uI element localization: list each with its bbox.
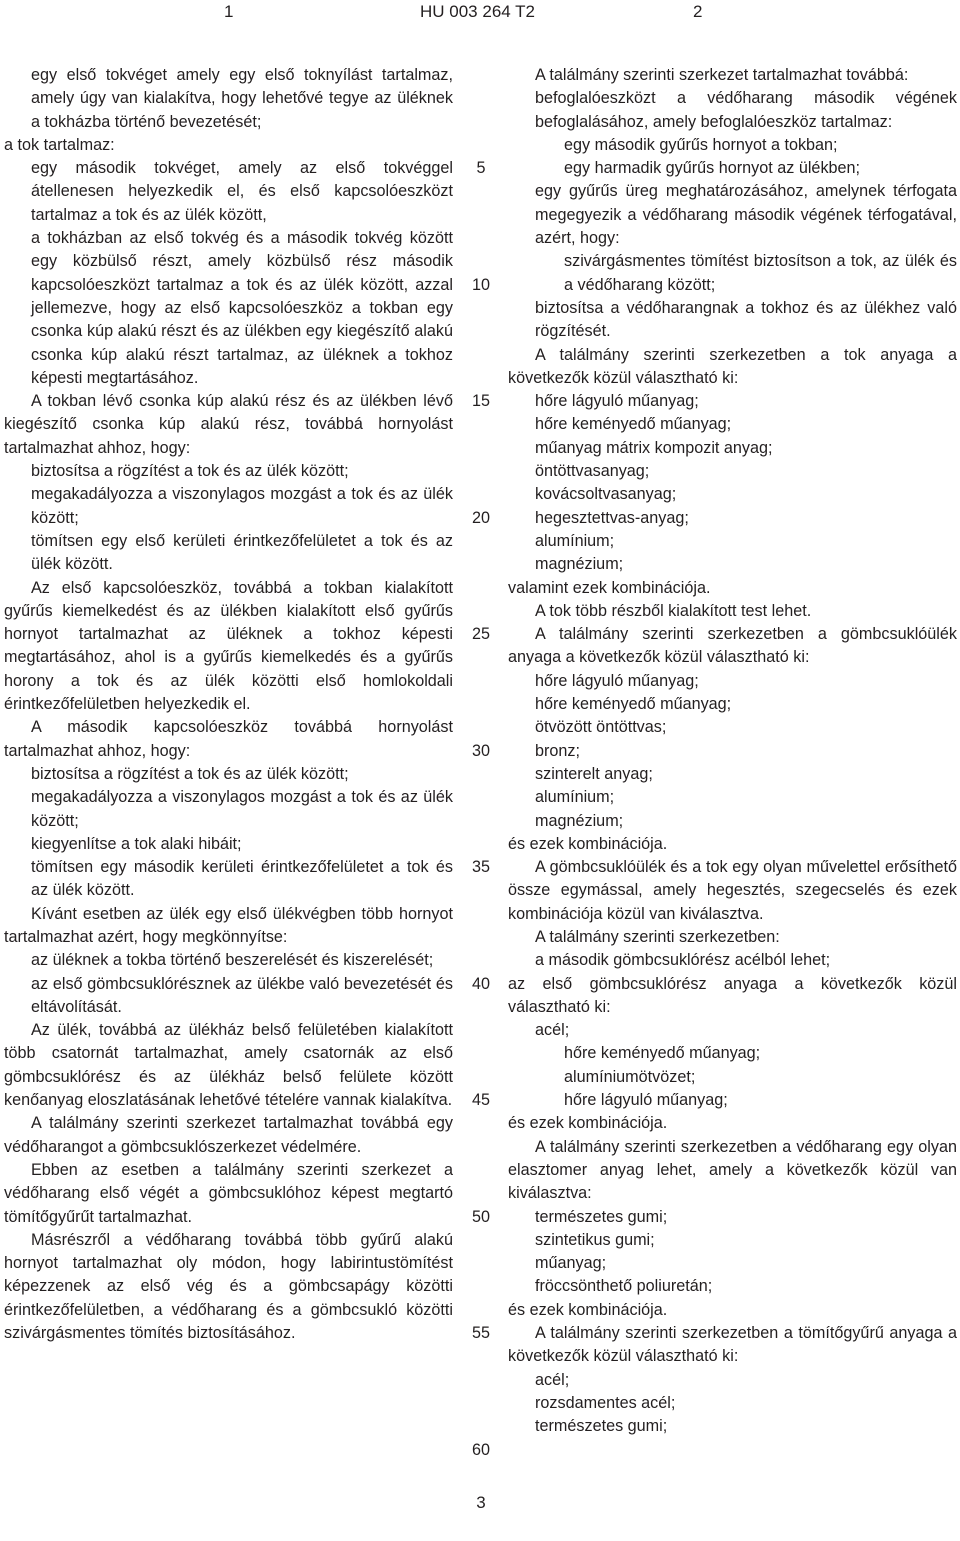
paragraph: megakadályozza a viszonylagos mozgást a tok és az ülék között; (31, 788, 453, 830)
paragraph: A tok több részből kialakított test lehet. (535, 601, 812, 620)
paragraph: Az ülék, továbbá az ülékház belső felületében kialakított több csatornát tartalmazhat, amely csatornák az első gömbcsuklórész és az ülékház belső felülete között kenőanyag eloszlatásának lehetővé tételére vannak kialakítva. (4, 1021, 453, 1110)
right-text-column (508, 64, 957, 1439)
line-number: 25 (471, 625, 490, 644)
paragraph: ötvözött öntöttvas; (535, 718, 667, 737)
paragraph: hőre keményedő műanyag; (535, 415, 732, 434)
paragraph: rozsdamentes acél; (535, 1393, 676, 1412)
paragraph: szivárgásmentes tömítést biztosítson a tok, az ülék és a védőharang között; (564, 252, 957, 294)
paragraph: öntöttvasanyag; (535, 462, 650, 481)
paragraph: és ezek kombinációja. (508, 1300, 668, 1319)
paragraph: műanyag; (535, 1254, 607, 1273)
paragraph: biztosítsa a védőharangnak a tokhoz és az ülékhez való rögzítését. (535, 298, 957, 341)
paragraph: egy második gyűrűs hornyot a tokban; (564, 135, 838, 154)
paragraph: az első gömbcsuklórésznek az ülékbe való bevezetését és eltávolítását. (31, 974, 453, 1016)
paragraph: egy harmadik gyűrűs hornyot az ülékben; (564, 159, 861, 178)
line-number: 50 (471, 1207, 490, 1226)
paragraph: hőre keményedő műanyag; (564, 1044, 761, 1063)
paragraph: A második kapcsolóeszköz továbbá hornyolást tartalmazhat ahhoz, hogy: (4, 718, 453, 760)
paragraph: befoglalóeszközt a védőharang második végének befoglalásához, amely befoglalóeszköz tartalmaz: (535, 89, 957, 131)
paragraph: alumínium; (535, 531, 615, 550)
paragraph: biztosítsa a rögzítést a tok és az ülék között; (31, 462, 349, 481)
line-number: 45 (471, 1091, 490, 1110)
paragraph: hőre keményedő műanyag; (535, 695, 732, 714)
paragraph: megakadályozza a viszonylagos mozgást a tok és az ülék között; (31, 485, 453, 527)
paragraph: a tokházban az első tokvég és a második tokvég között egy közbülső részt, amely közbülső rész második kapcsolóeszközt tartalmaz a tok és az ülék között, azzal jellemezve, hogy az első kapcsolóeszköz a tokban egy csonka kúp alakú részt és az ülékben egy kiegészítő alakú csonka kúp alakú részt tartalmaz, az üléknek a tokhoz képesti megtartásához. (31, 229, 453, 387)
paragraph: a második gömbcsuklórész acélból lehet; (535, 951, 831, 970)
page-number: 3 (476, 1493, 486, 1512)
paragraph: és ezek kombinációja. (508, 1114, 668, 1133)
line-number: 30 (471, 741, 490, 760)
paragraph: magnézium; (535, 555, 624, 574)
paragraph: természetes gumi; (535, 1207, 668, 1226)
paragraph: hőre lágyuló műanyag; (535, 392, 699, 411)
paragraph: A találmány szerinti szerkezet tartalmazhat továbbá: (535, 66, 909, 84)
paragraph: kiegyenlítse a tok alaki hibáit; (31, 834, 242, 853)
paragraph: tömítsen egy első kerületi érintkezőfelületet a tok és az ülék között. (31, 531, 453, 574)
line-number: 5 (476, 159, 486, 178)
paragraph: biztosítsa a rögzítést a tok és az ülék között; (31, 764, 349, 783)
paragraph: acél; (535, 1370, 570, 1389)
paragraph: egy első tokvéget amely egy első toknyílást tartalmaz, amely úgy van kialakítva, hogy lehetővé tegye az üléknek a tokházba történő bevezetését; (31, 66, 453, 131)
paragraph: A találmány szerinti szerkezetben a tömítőgyűrű anyaga a következők közül választható ki: (508, 1324, 957, 1366)
paragraph: hőre lágyuló műanyag; (535, 671, 699, 690)
left-text-column (4, 64, 453, 1345)
paragraph: A tokban lévő csonka kúp alakú rész és az ülékben lévő kiegészítő csonka kúp alakú rész, továbbá hornyolást tartalmazhat ahhoz, hogy: (4, 392, 453, 457)
line-number: 20 (471, 508, 490, 527)
paragraph: természetes gumi; (535, 1417, 668, 1436)
paragraph: hegesztettvas-anyag; (535, 508, 689, 527)
line-number: 15 (471, 392, 490, 411)
line-number: 40 (471, 974, 490, 993)
paragraph: Ebben az esetben a találmány szerinti szerkezet a védőharang első végét a gömbcsuklóhoz képest megtartó tömítőgyűrűt tartalmazhat. (4, 1160, 453, 1226)
line-number: 60 (471, 1440, 490, 1459)
paragraph: A találmány szerinti szerkezetben: (535, 927, 780, 946)
paragraph: acél; (535, 1021, 570, 1040)
paragraph: szintetikus gumi; (535, 1230, 655, 1249)
paragraph: Az első kapcsolóeszköz, továbbá a tokban kialakított gyűrűs kiemelkedést és az ülékben kialakított első gyűrűs hornyot tartalmazhat az üléknek a tokhoz képesti megtartásához, ahol is a gyűrűs kiemelkedés és a gyűrűs horony a tok és az ülék közötti első homlokoldali érintkezőfelületben helyezkedik el. (4, 578, 453, 714)
paragraph: egy gyűrűs üreg meghatározásához, amelynek térfogata megegyezik a védőharang második végének térfogatával, azért, hogy: (535, 182, 957, 248)
paragraph: A találmány szerinti szerkezet tartalmazhat továbbá egy védőharangot a gömbcsuklószerkezet védelmére. (4, 1114, 453, 1156)
paragraph: Másrészről a védőharang továbbá több gyűrű alakú hornyot tartalmazhat oly módon, hogy labirintustömítést képezzenek az első vég és a gömbcsapágy közötti érintkezőfelületben, a védőharang és a gömbcsukló közötti szivárgásmentes tömítés biztosításához. (4, 1230, 453, 1343)
paragraph: műanyag mátrix kompozit anyag; (535, 438, 773, 457)
paragraph: az üléknek a tokba történő beszerelését és kiszerelését; (31, 951, 434, 970)
paragraph: szinterelt anyag; (535, 764, 653, 783)
paragraph: magnézium; (535, 811, 624, 830)
paragraph: a tok tartalmaz: (4, 135, 115, 154)
header-patent-number: HU 003 264 T2 (420, 2, 535, 21)
paragraph: alumínium; (535, 788, 615, 807)
paragraph: és ezek kombinációja. (508, 834, 668, 853)
paragraph: A gömbcsuklóülék és a tok egy olyan művelettel erősíthető össze egymással, amely hegesztés, szegecselés és ezek kombinációja közül van kiválasztva. (508, 858, 957, 923)
paragraph: A találmány szerinti szerkezetben a gömbcsuklóülék anyaga a következők közül választható ki: (508, 625, 957, 667)
paragraph: valamint ezek kombinációja. (508, 578, 711, 597)
paragraph: A találmány szerinti szerkezetben a tok anyaga a következők közül választható ki: (508, 345, 957, 387)
line-number: 35 (471, 858, 490, 877)
paragraph: hőre lágyuló műanyag; (564, 1091, 728, 1110)
paragraph: Kívánt esetben az ülék egy első ülékvégben több hornyot tartalmazhat azért, hogy megkönnyítse: (4, 904, 453, 946)
paragraph: alumíniumötvözet; (564, 1067, 696, 1086)
paragraph: bronz; (535, 741, 580, 760)
header-right-column-number: 2 (693, 2, 703, 21)
paragraph: A találmány szerinti szerkezetben a védőharang egy olyan elasztomer anyag lehet, amely a következők közül van kiválasztva: (508, 1137, 957, 1203)
paragraph: kovácsoltvasanyag; (535, 485, 677, 504)
paragraph: tömítsen egy második kerületi érintkezőfelületet a tok és az ülék között. (31, 858, 453, 900)
paragraph: az első gömbcsuklórész anyaga a következők közül választható ki: (508, 974, 957, 1016)
line-number: 10 (471, 275, 490, 294)
line-number: 55 (471, 1324, 490, 1343)
header-left-column-number: 1 (224, 2, 234, 21)
paragraph: egy második tokvéget, amely az első tokvéggel átellenesen helyezkedik el, és első kapcsolóeszközt tartalmaz a tok és az ülék között, (31, 159, 453, 224)
paragraph: fröccsönthető poliuretán; (535, 1277, 713, 1296)
